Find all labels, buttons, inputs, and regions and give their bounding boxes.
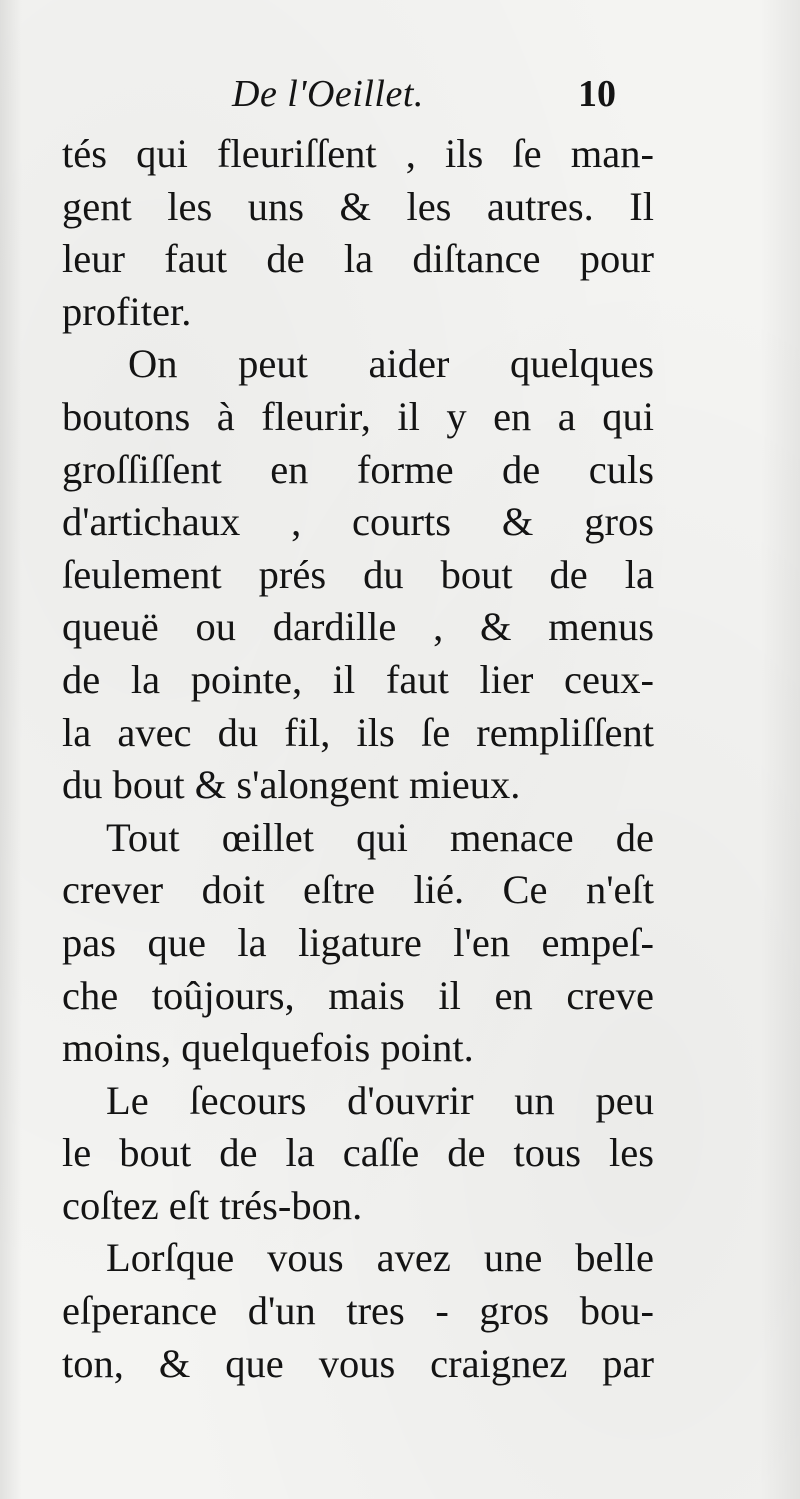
paragraph-5 [62,1232,654,1390]
paragraph-1 [62,128,654,338]
text-line: On peut aider quelques [128,341,654,387]
text-line: le bout de la caſſe de tous les [62,1130,654,1176]
text-line: du bout & s'alongent mieux. [62,762,521,808]
page-gutter-shadow [0,0,22,1499]
text-line: che toûjours, mais il en creve [62,972,654,1018]
text-line: crever doit eſtre lié. Ce n'eſt [62,867,654,913]
text-line: pas que la ligature l'en empeſ- [62,919,654,965]
text-line: eſperance d'un tres - gros bou- [62,1288,654,1334]
paragraph-2 [62,338,654,811]
text-line: queuë ou dardille , & menus [62,604,654,650]
text-line: groſſiſſent en forme de culs [62,446,654,492]
text-line: Tout œillet qui menace de [106,814,654,860]
page-edge-shadow [760,0,800,1499]
text-line: boutons à fleurir, il y en a qui [62,393,654,439]
text-line: la avec du fil, ils ſe rempliſſent [62,709,654,755]
paragraph-3 [62,812,654,1075]
text-line: ſeulement prés du bout de la [62,551,654,597]
text-line: ton, & que vous craignez par [62,1340,654,1386]
text-line: moins, quelquefois point. [62,1025,474,1071]
paragraph-4 [62,1075,654,1233]
text-line: de la pointe, il faut lier ceux- [62,656,654,702]
running-head [0,72,800,122]
text-line: Le ſecours d'ouvrir un peu [106,1077,654,1123]
text-line: coſtez eſt trés-bon. [62,1182,363,1228]
running-head-title: De l'Oeillet. [232,73,424,115]
body-text [62,128,654,1390]
text-line: Lorſque vous avez une belle [106,1235,654,1281]
text-line: leur faut de la diſtance pour [62,236,654,282]
text-line: gent les uns & les autres. Il [62,183,654,229]
page-number: 10 [578,73,616,115]
text-line: tés qui fleuriſſent , ils ſe man- [62,131,654,176]
text-line: profiter. [62,288,192,334]
text-line: d'artichaux , courts & gros [62,499,654,545]
